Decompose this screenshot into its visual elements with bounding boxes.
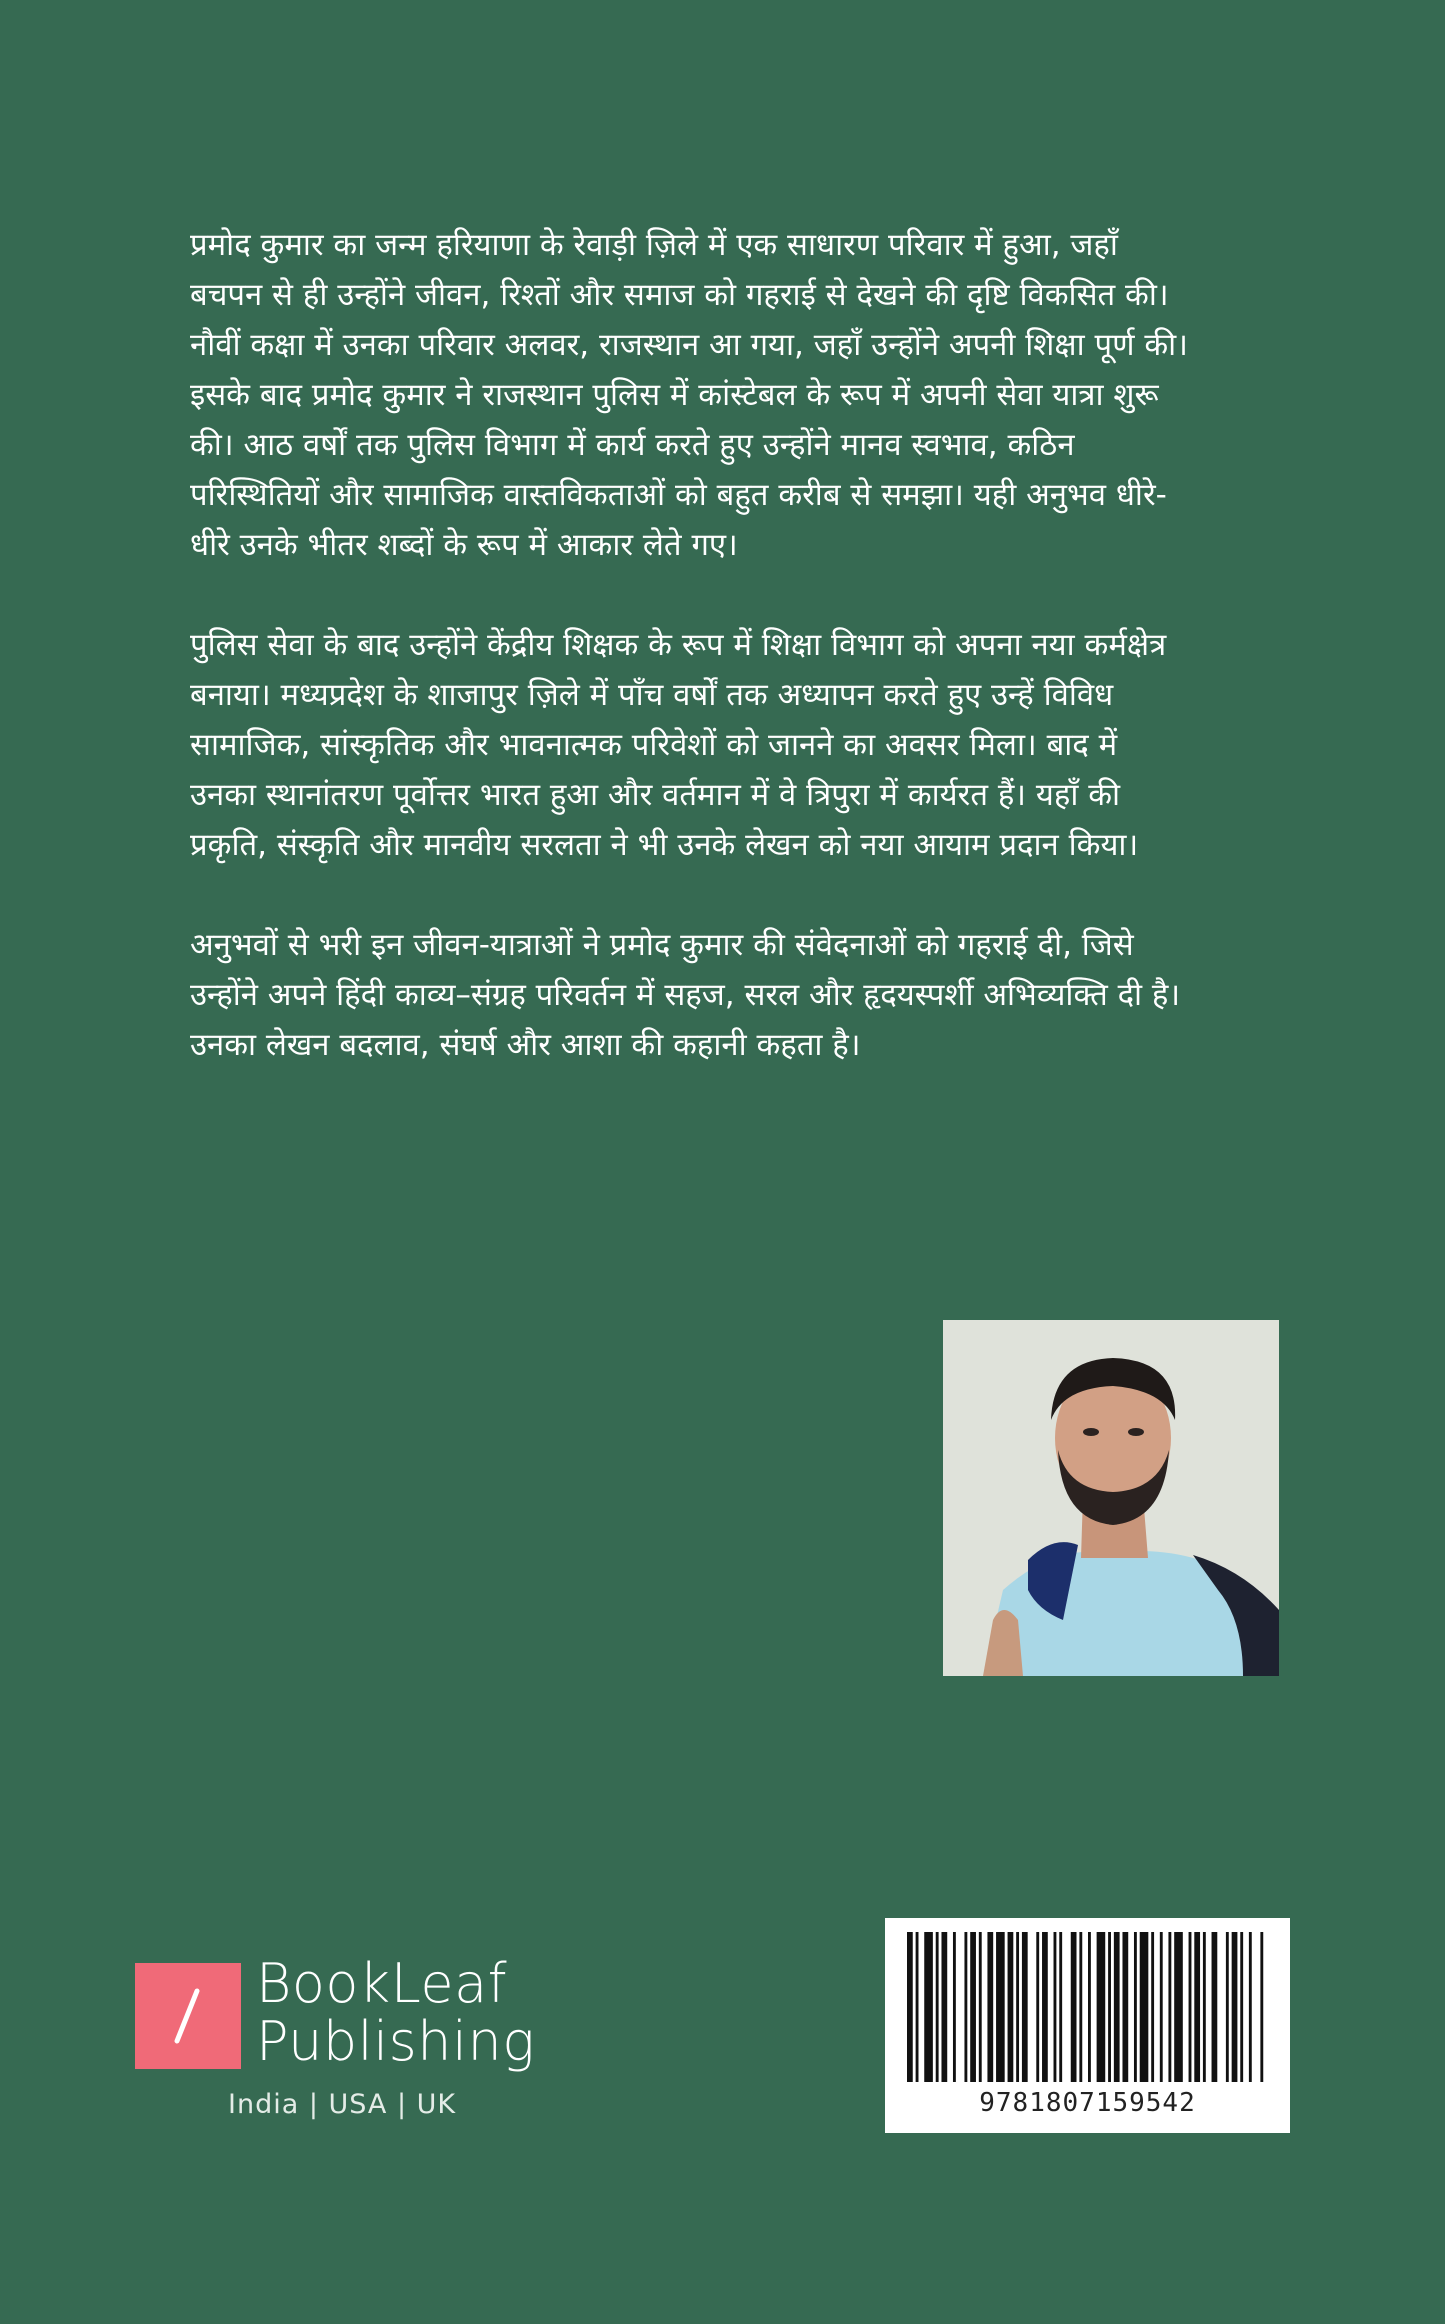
barcode-bar: [1151, 1932, 1154, 2082]
barcode-bar: [1168, 1932, 1171, 2082]
barcode-bar: [979, 1932, 982, 2082]
barcode-bar: [987, 1932, 993, 2082]
barcode-bar: [1194, 1932, 1200, 2082]
barcode-bar: [936, 1932, 939, 2082]
publisher-mark: [135, 1963, 241, 2069]
barcode-bar: [1079, 1932, 1082, 2082]
barcode-bar: [907, 1932, 913, 2082]
barcode-bar: [1088, 1932, 1091, 2082]
isbn-barcode: [885, 1918, 1290, 2133]
barcode-bar: [1212, 1932, 1218, 2082]
publisher-name-line2: Publishing: [256, 2010, 536, 2073]
barcode-bar: [1042, 1932, 1048, 2082]
barcode-bar: [1108, 1932, 1111, 2082]
author-bio: [190, 220, 1190, 1120]
barcode-bar: [953, 1932, 956, 2082]
barcode-bar: [1071, 1932, 1077, 2082]
barcode-bar: [996, 1932, 1005, 2082]
barcode-bar: [1122, 1932, 1128, 2082]
barcode-bar: [1260, 1932, 1263, 2082]
barcode-bar: [924, 1932, 933, 2082]
barcode-bar: [1232, 1932, 1238, 2082]
barcode-icon: [907, 1932, 1269, 2082]
barcode-bar: [1008, 1932, 1014, 2082]
barcode-bar: [1097, 1932, 1106, 2082]
barcode-bar: [941, 1932, 947, 2082]
publisher-regions: India | USA | UK: [228, 2089, 457, 2120]
barcode-bar: [1054, 1932, 1057, 2082]
bio-paragraph-3: अनुभवों से भरी इन जीवन-यात्राओं ने प्रमोद कुमार की संवेदनाओं को गहराई दी, जिसे उन्होंने अपने हिंदी काव्य–संग्रह परिवर्तन में सहज, सरल और हृदयस्पर्शी अभिव्यक्ति दी है। उनका लेखन बदलाव, संघर्ष और आशा की कहानी कहता है।: [190, 927, 1181, 1063]
barcode-bar: [1036, 1932, 1039, 2082]
barcode-bar: [1226, 1932, 1229, 2082]
barcode-bar: [964, 1932, 967, 2082]
barcode-bar: [1114, 1932, 1120, 2082]
barcode-bar: [1140, 1932, 1149, 2082]
publisher-logo: [135, 1952, 555, 2145]
barcode-bar: [916, 1932, 919, 2082]
barcode-bar: [1160, 1932, 1163, 2082]
bio-paragraph-2: पुलिस सेवा के बाद उन्होंने केंद्रीय शिक्षक के रूप में शिक्षा विभाग को अपना नया कर्मक्षेत्र बनाया। मध्यप्रदेश के शाजापुर ज़िले में पाँच वर्षों तक अध्यापन करते हुए उन्हें विविध सामाजिक, सांस्कृतिक और भावनात्मक परिवेशों को जानने का अवसर मिला। बाद में उनका स्थानांतरण पूर्वोत्तर भारत हुआ और वर्तमान में वे त्रिपुरा में कार्यरत हैं। यहाँ की प्रकृति, संस्कृति और मानवीय सरलता ने भी उनके लेखन को नया आयाम प्रदान किया।: [190, 627, 1167, 863]
barcode-bar: [1189, 1932, 1192, 2082]
author-photo-icon: [943, 1320, 1279, 1676]
publisher-name-line1: BookLeaf: [256, 1952, 508, 2015]
barcode-bar: [1059, 1932, 1062, 2082]
barcode-bar: [1174, 1932, 1183, 2082]
publisher-name: [256, 1952, 536, 2073]
barcode-bar: [1249, 1932, 1252, 2082]
barcode-bar: [1022, 1932, 1028, 2082]
bio-paragraph-1: प्रमोद कुमार का जन्म हरियाणा के रेवाड़ी ज़िले में एक साधारण परिवार में हुआ, जहाँ बचपन से ही उन्होंने जीवन, रिश्तों और समाज को गहराई से देखने की दृष्टि विकसित की। नौवीं कक्षा में उनका परिवार अलवर, राजस्थान आ गया, जहाँ उन्होंने अपनी शिक्षा पूर्ण की। इसके बाद प्रमोद कुमार ने राजस्थान पुलिस में कांस्टेबल के रूप में अपनी सेवा यात्रा शुरू की। आठ वर्षों तक पुलिस विभाग में कार्य करते हुए उन्होंने मानव स्वभाव, कठिन परिस्थितियों और सामाजिक वास्तविकताओं को बहुत करीब से समझा। यही अनुभव धीरे-धीरे उनके भीतर शब्दों के रूप में आकार लेते गए।: [190, 227, 1188, 563]
barcode-bar: [1134, 1932, 1137, 2082]
author-photo: [943, 1320, 1279, 1676]
barcode-bar: [970, 1932, 976, 2082]
barcode-bar: [1016, 1932, 1019, 2082]
barcode-bar: [1240, 1932, 1243, 2082]
slash-icon: [135, 1963, 241, 2069]
isbn-number: 9781807159542: [979, 2088, 1196, 2118]
barcode-bar: [1203, 1932, 1206, 2082]
